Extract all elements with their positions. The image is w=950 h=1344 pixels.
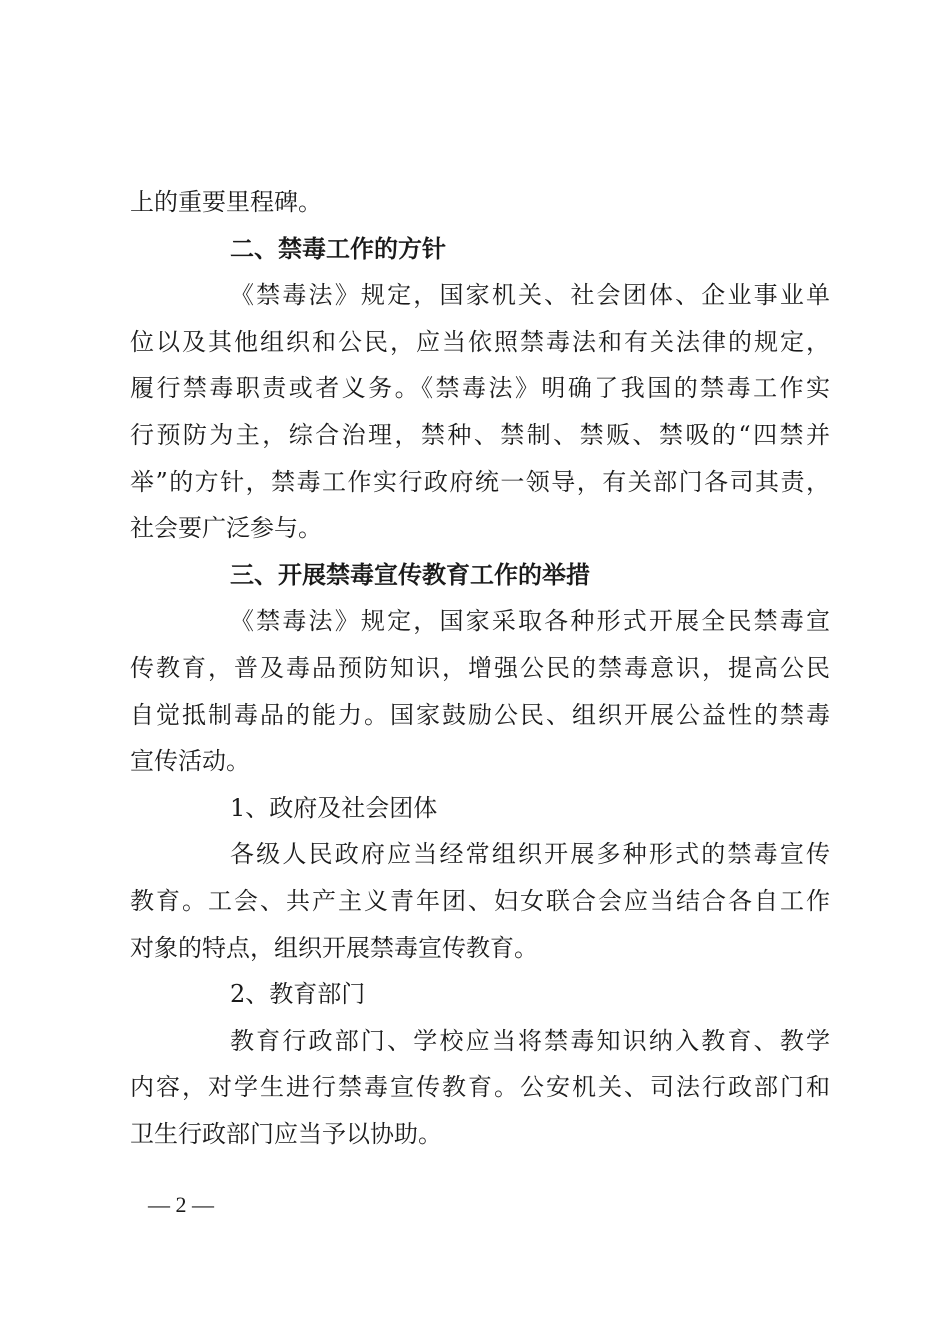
paragraph-line: 履行禁毒职责或者义务。《禁毒法》明确了我国的禁毒工作实 xyxy=(130,374,830,403)
body-text xyxy=(130,179,830,1157)
subsection-heading: 2、教育部门 xyxy=(230,980,366,1009)
paragraph-line: 自觉抵制毒品的能力。国家鼓励公民、组织开展公益性的禁毒 xyxy=(130,700,830,729)
paragraph-line: 卫生行政部门应当予以协助。 xyxy=(130,1119,442,1148)
section-heading: 二、禁毒工作的方针 xyxy=(230,234,446,263)
paragraph-line: 宣传活动。 xyxy=(130,747,250,776)
paragraph-line: 举”的方针，禁毒工作实行政府统一领导，有关部门各司其责， xyxy=(130,467,830,496)
page-number: — 2 — xyxy=(148,1192,214,1217)
paragraph-line: 《禁毒法》规定，国家机关、社会团体、企业事业单 xyxy=(230,281,830,310)
section-heading: 三、开展禁毒宣传教育工作的举措 xyxy=(230,560,590,589)
paragraph-line: 位以及其他组织和公民，应当依照禁毒法和有关法律的规定， xyxy=(130,327,830,356)
subsection-heading: 1、政府及社会团体 xyxy=(230,793,438,822)
paragraph-line: 行预防为主，综合治理，禁种、禁制、禁贩、禁吸的“四禁并 xyxy=(130,420,830,449)
paragraph-line: 各级人民政府应当经常组织开展多种形式的禁毒宣传 xyxy=(230,840,830,869)
paragraph-line: 社会要广泛参与。 xyxy=(130,514,322,543)
paragraph-line: 对象的特点，组织开展禁毒宣传教育。 xyxy=(130,933,538,962)
paragraph-line: 《禁毒法》规定，国家采取各种形式开展全民禁毒宣 xyxy=(230,607,830,636)
paragraph-line: 教育。工会、共产主义青年团、妇女联合会应当结合各自工作 xyxy=(130,886,830,915)
paragraph-line: 上的重要里程碑。 xyxy=(130,188,322,216)
paragraph-line: 传教育，普及毒品预防知识，增强公民的禁毒意识，提高公民 xyxy=(130,653,830,682)
paragraph-line: 内容，对学生进行禁毒宣传教育。公安机关、司法行政部门和 xyxy=(130,1073,830,1102)
paragraph-line: 教育行政部门、学校应当将禁毒知识纳入教育、教学 xyxy=(230,1026,830,1055)
